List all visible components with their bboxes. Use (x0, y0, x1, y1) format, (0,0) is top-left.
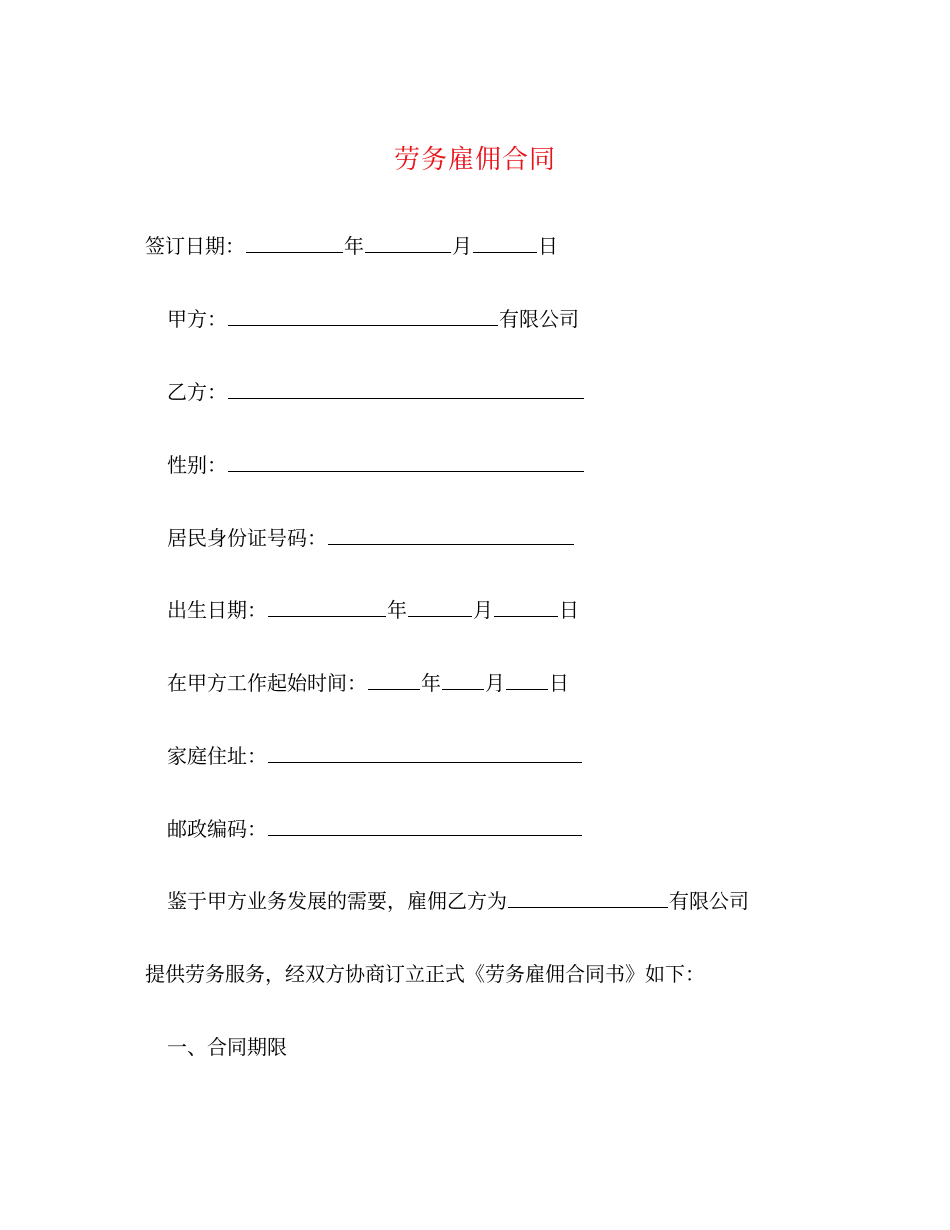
gender-label: 性别： (167, 453, 227, 477)
address-label: 家庭住址： (167, 744, 267, 768)
party-a-suffix: 有限公司 (499, 307, 579, 331)
gender-blank[interactable] (228, 451, 584, 472)
postal-code-blank[interactable] (268, 815, 582, 836)
address-line (167, 741, 583, 771)
party-b-name-blank[interactable] (228, 378, 584, 399)
sign-date-month-label: 月 (452, 234, 472, 258)
sign-date-year-label: 年 (344, 234, 364, 258)
party-b-line (167, 377, 585, 407)
paragraph-line-2: 提供劳务服务，经双方协商订立正式《劳务雇佣合同书》如下： (145, 962, 705, 986)
sign-date-label: 签订日期： (145, 234, 245, 258)
sign-date-line (145, 231, 558, 261)
birth-date-line (167, 595, 579, 625)
paragraph-line-1 (167, 886, 749, 916)
birth-date-year-blank[interactable] (268, 596, 386, 617)
start-date-month-blank[interactable] (442, 669, 484, 690)
birth-date-month-blank[interactable] (408, 596, 472, 617)
section-1-heading: 一、合同期限 (167, 1035, 287, 1059)
start-date-year-blank[interactable] (368, 669, 420, 690)
paragraph-line-1-prefix: 鉴于甲方业务发展的需要，雇佣乙方为 (167, 889, 507, 913)
paragraph-line-1-suffix: 有限公司 (669, 889, 749, 913)
birth-date-day-label: 日 (559, 598, 579, 622)
address-blank[interactable] (268, 742, 582, 763)
start-date-month-label: 月 (485, 671, 505, 695)
document-title: 劳务雇佣合同 (393, 145, 556, 175)
birth-date-day-blank[interactable] (494, 596, 558, 617)
service-company-blank[interactable] (508, 887, 668, 908)
sign-date-day-label: 日 (538, 234, 558, 258)
party-b-label: 乙方： (167, 380, 227, 404)
id-number-line (167, 523, 575, 553)
birth-date-label: 出生日期： (167, 598, 267, 622)
birth-date-month-label: 月 (473, 598, 493, 622)
birth-date-year-label: 年 (387, 598, 407, 622)
start-date-day-blank[interactable] (506, 669, 548, 690)
sign-date-month-blank[interactable] (365, 232, 451, 253)
start-date-label: 在甲方工作起始时间： (167, 671, 367, 695)
party-a-label: 甲方： (167, 307, 227, 331)
party-a-line (167, 304, 579, 334)
start-date-day-label: 日 (549, 671, 569, 695)
id-number-label: 居民身份证号码： (167, 526, 327, 550)
gender-line (167, 450, 585, 480)
start-date-year-label: 年 (421, 671, 441, 695)
postal-code-line (167, 814, 583, 844)
sign-date-year-blank[interactable] (246, 232, 343, 253)
party-a-name-blank[interactable] (228, 305, 498, 326)
sign-date-day-blank[interactable] (473, 232, 537, 253)
id-number-blank[interactable] (328, 524, 574, 545)
postal-code-label: 邮政编码： (167, 817, 267, 841)
start-date-line (167, 668, 569, 698)
